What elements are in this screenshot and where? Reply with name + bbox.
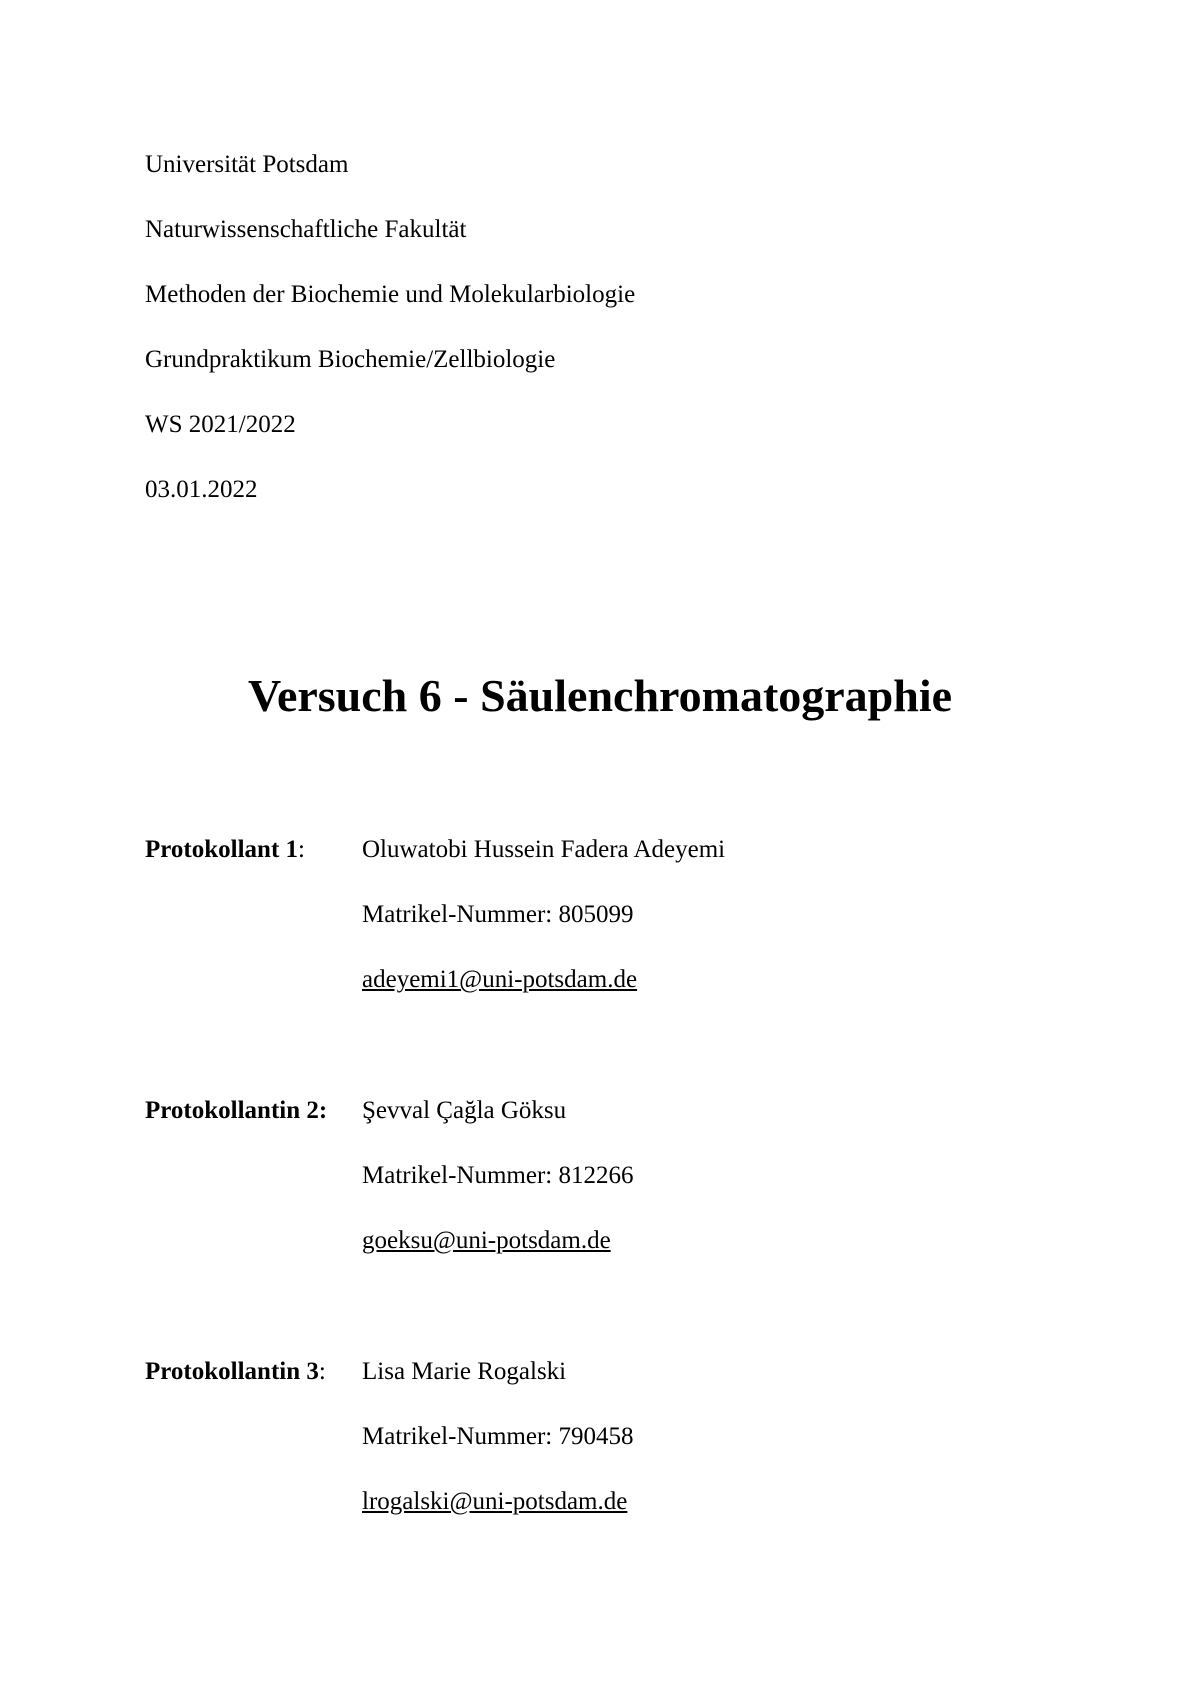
author-1-label [145, 835, 305, 865]
semester: WS 2021/2022 [145, 411, 296, 438]
author-2-name: Şevval Çağla Göksu [362, 1097, 567, 1124]
author-3-email-link[interactable]: lrogalski@uni-potsdam.de [362, 1488, 628, 1515]
report-date: 03.01.2022 [145, 476, 258, 503]
author-3-matrikel: Matrikel-Nummer: 790458 [362, 1423, 634, 1450]
author-3-label-text: Protokollantin 3 [145, 1358, 319, 1385]
author-1-label-colon: : [298, 836, 305, 863]
course-name: Methoden der Biochemie und Molekularbiologie [145, 281, 636, 308]
university-name: Universität Potsdam [145, 151, 349, 178]
document-title: Versuch 6 - Säulenchromatographie [247, 670, 953, 721]
faculty-name: Naturwissenschaftliche Fakultät [145, 216, 467, 243]
author-1-matrikel: Matrikel-Nummer: 805099 [362, 901, 634, 928]
author-2-label [145, 1096, 327, 1126]
practicum-name: Grundpraktikum Biochemie/Zellbiologie [145, 346, 556, 373]
author-3-label [145, 1357, 326, 1387]
author-2-email-link[interactable]: goeksu@uni-potsdam.de [362, 1227, 611, 1254]
author-2-matrikel: Matrikel-Nummer: 812266 [362, 1162, 634, 1189]
author-1-label-text: Protokollant 1 [145, 836, 299, 863]
author-1-email-link[interactable]: adeyemi1@uni-potsdam.de [362, 966, 638, 993]
author-3-label-colon: : [318, 1358, 326, 1385]
author-1-name: Oluwatobi Hussein Fadera Adeyemi [362, 836, 726, 863]
author-2-label-text: Protokollantin 2: [145, 1097, 328, 1124]
author-3-name: Lisa Marie Rogalski [362, 1358, 567, 1385]
